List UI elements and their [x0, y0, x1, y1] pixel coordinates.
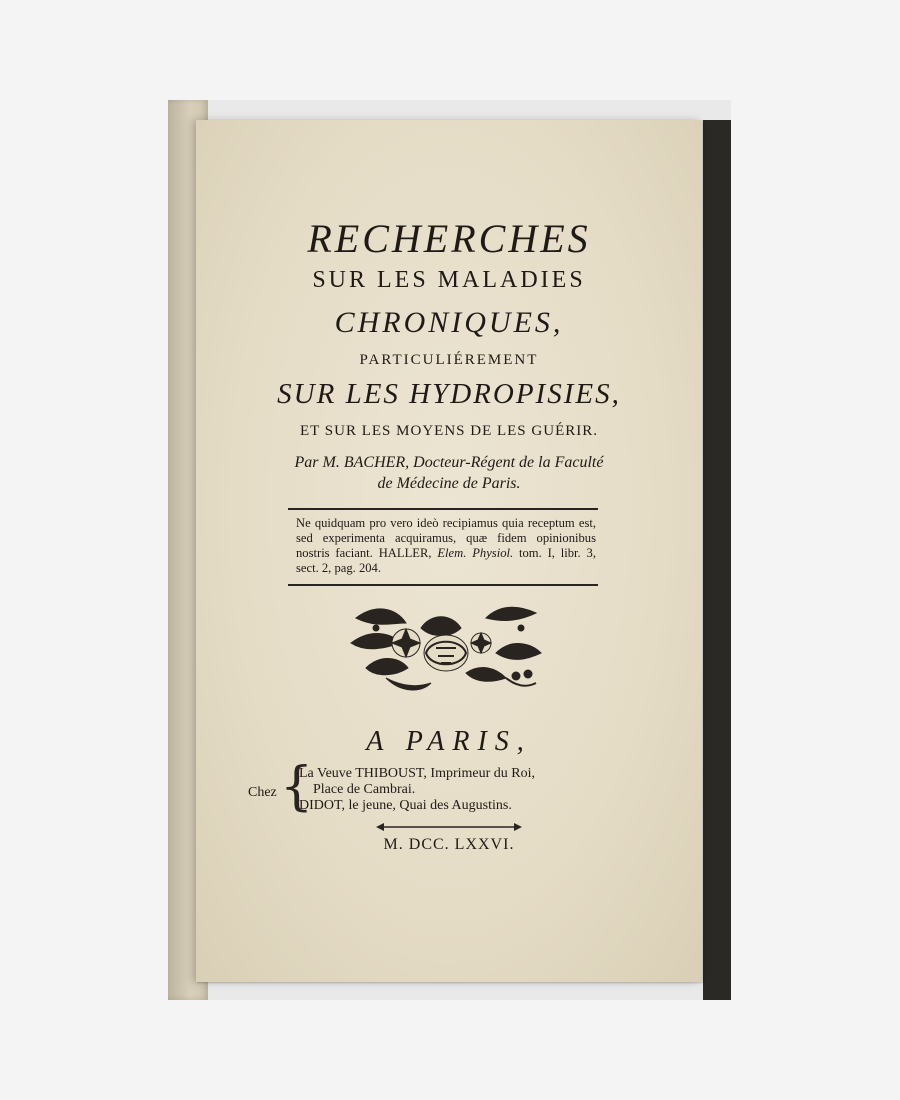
author-line-1: Par M. BACHER, Docteur-Régent de la Faculté: [294, 454, 604, 471]
epigraph-source: Elem. Physiol.: [437, 546, 514, 560]
title-line-chroniques: CHRONIQUES,: [334, 306, 564, 339]
book-cover-edge: [703, 120, 731, 1000]
bottom-rule: [288, 584, 598, 586]
title-line-moyens: ET SUR LES MOYENS DE LES GUÉRIR.: [300, 423, 598, 439]
ornamental-rule-icon: [374, 822, 524, 832]
author-block: [196, 452, 702, 494]
publisher-2: DIDOT, le jeune, Quai des Augustins.: [299, 798, 512, 813]
top-rule: [288, 508, 598, 510]
epigraph-text: Ne quidquam pro vero ideò recipiamus quia receptum est, sed experimenta acquiramus, quæ fidem opinionibus nostris faciant.: [296, 516, 596, 560]
imprint-year: M. DCC. LXXVI.: [383, 836, 515, 853]
imprint-place: A PARIS,: [366, 726, 532, 757]
publisher-1: La Veuve THIBOUST, Imprimeur du Roi,: [299, 766, 536, 781]
publisher-1-address: Place de Cambrai.: [313, 782, 416, 797]
epigraph-reference: tom. I, libr. 3, sect. 2, pag. 204.: [296, 546, 596, 575]
title-line-particulierement: PARTICULIÉREMENT: [359, 352, 539, 368]
title-recherches: RECHERCHES: [307, 216, 591, 261]
book-photo: [168, 100, 731, 1000]
curly-brace-icon: {: [280, 757, 314, 817]
epigraph-author: HALLER,: [378, 546, 432, 560]
floral-vignette-icon: [346, 598, 546, 696]
publishers-block: [299, 766, 629, 814]
title-page: [196, 120, 702, 982]
imprint-chez: Chez: [248, 785, 277, 800]
title-line-hydropisies: SUR LES HYDROPISIES,: [277, 378, 621, 410]
epigraph: [296, 516, 596, 576]
title-line-maladies: SUR LES MALADIES: [312, 267, 586, 293]
author-line-2: de Médecine de Paris.: [377, 475, 521, 492]
